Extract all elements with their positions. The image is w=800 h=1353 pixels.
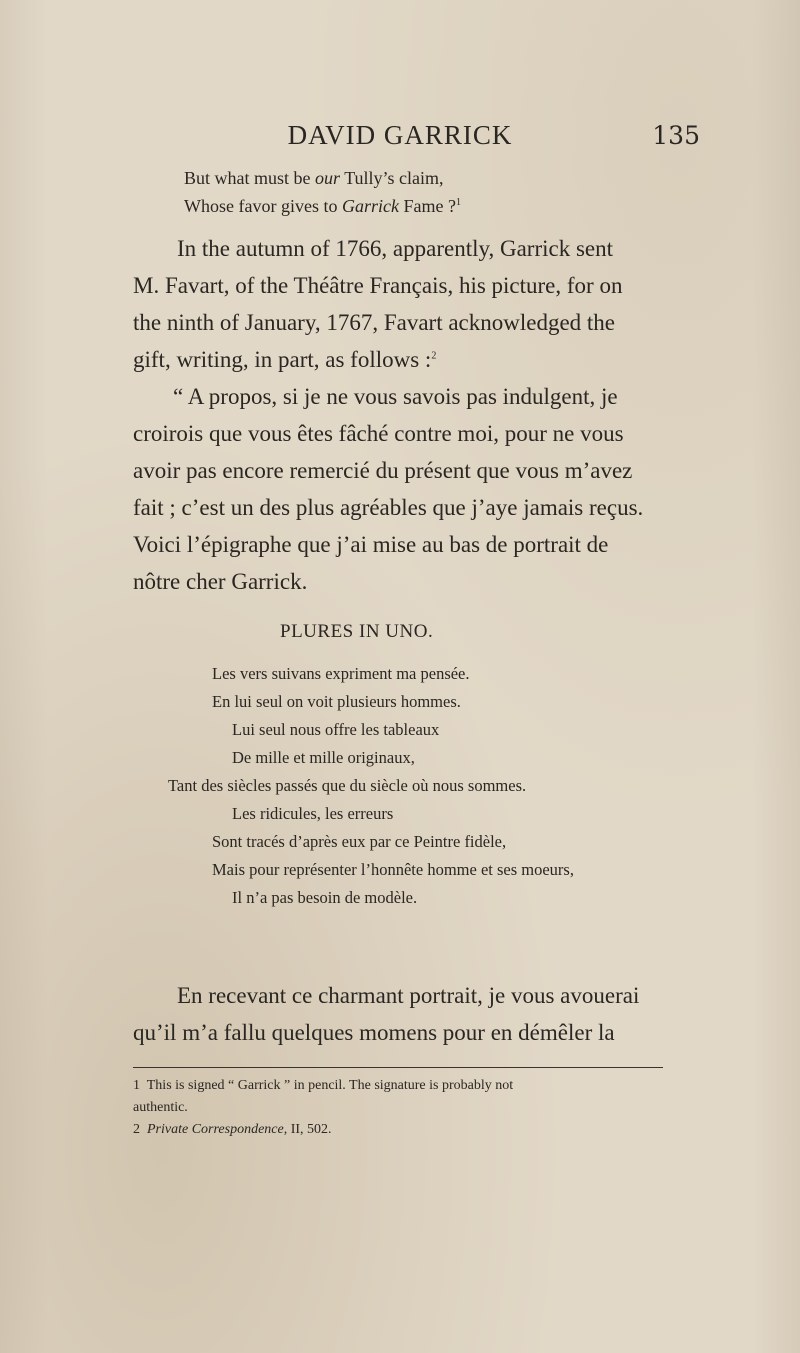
footnote: 1 This is signed “ Garrick ” in pencil. The signature is probably not [133,1078,514,1093]
footnote-ref: 2 [431,350,437,362]
quote-line: fait ; c’est un des plus agréables que j’aye jamais reçus. [133,495,644,520]
poem-line: En lui seul on voit plusieurs hommes. [212,692,461,711]
verse-line: But what must be our Tully’s claim, [184,168,444,188]
poem-line: Sont tracés d’après eux par ce Peintre fidèle, [212,832,507,851]
quote-line: avoir pas encore remercié du présent que vous m’avez [133,458,633,483]
poem-line: De mille et mille originaux, [232,748,415,767]
poem-line: Il n’a pas besoin de modèle. [232,888,418,907]
page-number: 135 [652,121,700,150]
quote-line: nôtre cher Garrick. [133,569,308,594]
running-head [0,120,800,154]
quote-line: Voici l’épigraphe que j’ai mise au bas de portrait de [133,532,609,557]
paragraph-line: M. Favart, of the Théâtre Français, his picture, for on [133,273,623,298]
paragraph-line: In the autumn of 1766, apparently, Garrick sent [177,236,614,261]
paragraph-line: the ninth of January, 1767, Favart acknowledged the [133,310,616,335]
paragraph-line: qu’il m’a fallu quelques momens pour en démêler la [133,1020,615,1045]
paragraph-line: En recevant ce charmant portrait, je vous avouerai [177,983,640,1008]
footnote: 2 Private Correspondence, II, 502. [133,1122,332,1137]
poem-line: Les vers suivans expriment ma pensée. [212,664,470,683]
quote-line: croirois que vous êtes fâché contre moi, pour ne vous [133,421,624,446]
quote-line: “ A propos, si je ne vous savois pas indulgent, je [173,384,618,409]
paragraph-line: gift, writing, in part, as follows :$^2$ [133,347,437,372]
poem-line: Lui seul nous offre les tableaux [232,720,440,739]
poem-line: Les ridicules, les erreurs [232,804,394,823]
poem-heading: PLURES IN UNO. [280,621,434,642]
poem-line: Mais pour représenter l’honnête homme et ses moeurs, [212,860,574,879]
verse-line: Whose favor gives to Garrick Fame ?$^1$ [184,196,461,216]
footnote-ref: 1 [455,197,461,208]
poem-line: Tant des siècles passés que du siècle où nous sommes. [168,776,527,795]
running-title: DAVID GARRICK [287,120,513,150]
footnote-rule [133,1067,663,1068]
footnote-continuation: authentic. [133,1100,188,1115]
